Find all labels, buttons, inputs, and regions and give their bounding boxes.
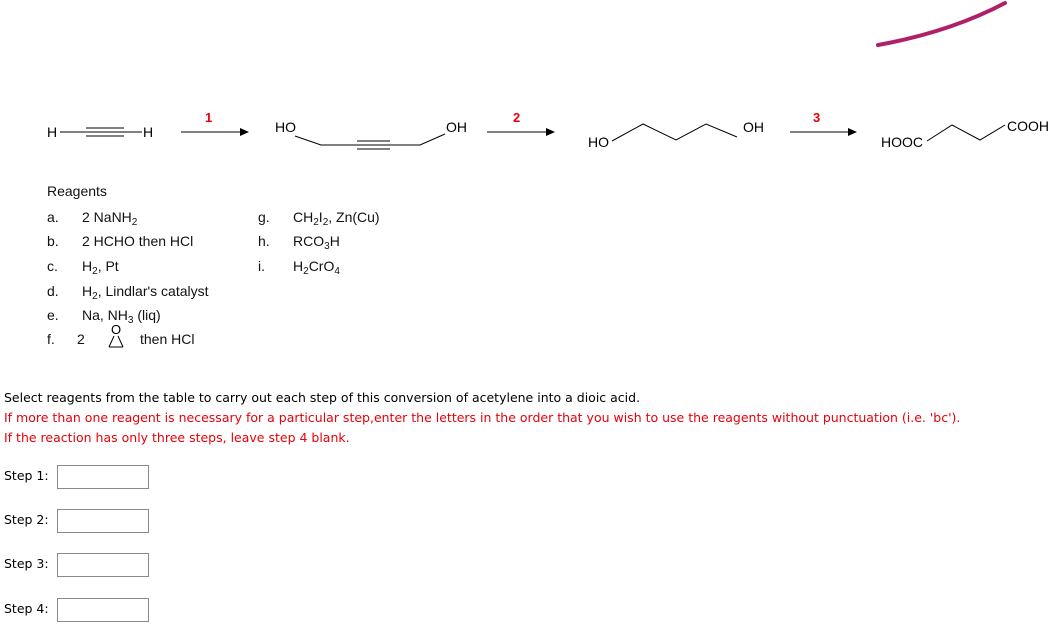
step-4-label: Step 4: <box>4 601 49 616</box>
acetylene-triple-bond <box>60 128 142 136</box>
butanediol-oh: OH <box>743 119 764 135</box>
dioic-acid-skeleton <box>927 125 1005 141</box>
step-number-3: 3 <box>813 110 821 125</box>
reagent-text: $RCO_3H$ <box>293 233 340 252</box>
reaction-scheme <box>0 0 1059 200</box>
step-2-label: Step 2: <box>4 512 49 527</box>
instruction-main: Select reagents from the table to carry out each step of this conversion of acetylene into a dioic acid. <box>4 390 641 405</box>
reagent-letter: d. <box>47 283 59 299</box>
step-number-1: 1 <box>205 110 213 125</box>
reagent-letter: h. <box>258 233 270 249</box>
reagent-text: $H_2$, Lindlar's catalyst <box>82 283 209 302</box>
step-3-input[interactable] <box>57 553 149 577</box>
dioic-acid-cooh: COOH <box>1007 118 1049 134</box>
butanediol-ho: HO <box>588 134 609 150</box>
step-2-input[interactable] <box>57 509 149 533</box>
epoxide-icon <box>103 323 129 347</box>
reagent-letter: e. <box>47 307 59 323</box>
reagent-text: 2 HCHO then HCl <box>82 233 194 249</box>
butynediol-skeleton <box>295 134 445 149</box>
step-1-input[interactable] <box>57 465 149 489</box>
acetylene-h-right: H <box>143 124 154 140</box>
reagent-text: $CH_2I_2$, Zn(Cu) <box>293 209 380 228</box>
reagent-letter: a. <box>47 209 59 225</box>
epoxide-oxygen: O <box>111 322 122 337</box>
step-4-input[interactable] <box>57 598 149 622</box>
reagent-f <box>47 322 207 349</box>
pen-stroke <box>878 3 1005 45</box>
butynediol-ho: HO <box>275 119 296 135</box>
reagent-letter: b. <box>47 233 59 249</box>
reagent-text: 2 NaNH$_2$ <box>82 209 138 228</box>
reaction-arrow-3 <box>790 128 857 136</box>
acetylene-h-left: H <box>47 124 58 140</box>
dioic-acid-hooc: HOOC <box>881 134 923 150</box>
reagent-text: Na, $NH_3$ (liq) <box>82 307 161 326</box>
butanediol-skeleton <box>612 124 737 141</box>
reagent-text: $H_2$, Pt <box>82 258 119 277</box>
reagent-f-prefix: 2 <box>77 331 85 347</box>
reagent-letter: i. <box>258 258 265 274</box>
reagents-title: Reagents <box>47 183 107 199</box>
step-number-2: 2 <box>513 110 521 125</box>
reaction-arrow-1 <box>181 128 249 136</box>
reaction-arrow-2 <box>487 128 555 136</box>
instructions <box>4 388 960 448</box>
step-3-label: Step 3: <box>4 556 49 571</box>
reagent-letter: g. <box>258 209 270 225</box>
reagent-text: $H_2CrO_4$ <box>293 258 340 277</box>
step-1-label: Step 1: <box>4 468 49 483</box>
reagent-letter: c. <box>47 258 58 274</box>
reagent-f-suffix: then HCl <box>140 331 195 347</box>
instruction-multi-reagent: If more than one reagent is necessary for a particular step,enter the letters in the order that you wish to use the reagents without punctuation (i.e. 'bc'). <box>4 410 961 425</box>
butynediol-oh: OH <box>446 119 467 135</box>
instruction-three-steps: If the reaction has only three steps, leave step 4 blank. <box>4 430 350 445</box>
reagent-letter: f. <box>47 331 55 347</box>
